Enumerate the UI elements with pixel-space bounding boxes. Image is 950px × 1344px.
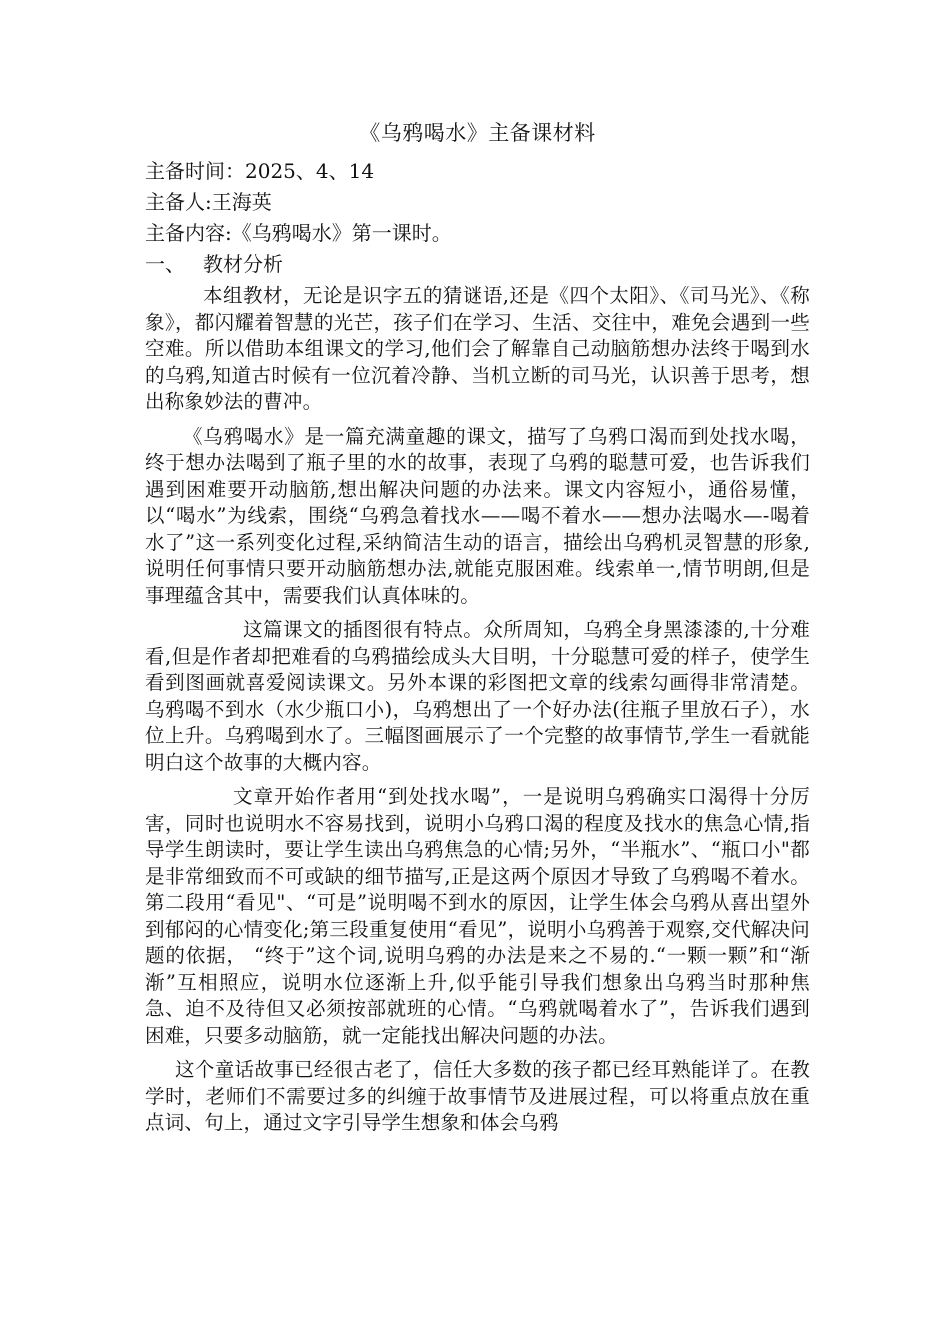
paragraph-unit-overview: 本组教材，无论是识字五的猜谜语,还是《四个太阳》、《司马光》、《称象》，都闪耀着智慧的光芒，孩子们在学习、生活、交往中，难免会遇到一些空难。所以借助本组课文的学习,他们会了解靠自己动脑筋想办法终于喝到水的乌鸦,知道古时候有一位沉着冷静、当机立断的司马光，认识善于思考，想出称象妙法的曹冲。 [145, 284, 810, 413]
prep-time: 主备时间：2025、4、14 [145, 159, 375, 183]
paragraph-illustrations: 这篇课文的插图很有特点。众所周知，乌鸦全身黑漆漆的,十分难看,但是作者却把难看的乌鸦描绘成头大目明，十分聪慧可爱的样子，使学生看到图画就喜爱阅读课文。另外本课的彩图把文章的线索勾画得非常清楚。乌鸦喝不到水（水少瓶口小)，乌鸦想出了一个好办法(往瓶子里放石子），水位上升。乌鸦喝到水了。三幅图画展示了一个完整的故事情节,学生一看就能明白这个故事的大概内容。 [145, 618, 810, 774]
paragraph-word-analysis: 文章开始作者用“到处找水喝”，一是说明乌鸦确实口渴得十分厉害，同时也说明水不容易找到，说明小乌鸦口渴的程度及找水的焦急心情,指导学生朗读时，要让学生读出乌鸦焦急的心情;另外，“半瓶水”、“瓶口小"都是非常细致而不可或缺的细节描写,正是这两个原因才导致了乌鸦喝不着水。第二段用“看见"、“可是”说明喝不到水的原因，让学生体会乌鸦从喜出望外到郁闷的心情变化;第三段重复使用“看见”，说明小乌鸦善于观察,交代解决问题的依据， “终于”这个词,说明乌鸦的办法是来之不易的.“一颗一颗”和“渐渐”互相照应，说明水位逐渐上升,似乎能引导我们想象出乌鸦当时那种焦急、迫不及待但又必须按部就班的心情。“乌鸦就喝着水了”，告诉我们遇到困难，只要多动脑筋，就一定能找出解决问题的办法。 [145, 785, 810, 1047]
prep-person: 主备人:王海英 [145, 190, 272, 214]
section-heading-textbook-analysis [145, 249, 810, 279]
document-title: 《乌鸦喝水》主备课材料 [359, 121, 596, 145]
document-page [145, 118, 810, 1145]
prep-content: 主备内容:《乌鸦喝水》第一课时。 [145, 221, 452, 245]
section-title: 教材分析 [203, 252, 283, 276]
paragraph-text-summary: 《乌鸦喝水》是一篇充满童趣的课文，描写了乌鸦口渴而到处找水喝，终于想办法喝到了瓶子里的水的故事，表现了乌鸦的聪慧可爱，也告诉我们遇到困难要开动脑筋,想出解决问题的办法来。课文内容短小，通俗易懂，以“喝水”为线索，围绕“乌鸦急着找水——喝不着水——想办法喝水—-喝着水了”这一系列变化过程,采纳简洁生动的语言，描绘出乌鸦机灵智慧的形象,说明任何事情只要开动脑筋想办法,就能克服困难。线索单一,情节明朗,但是事理蕴含其中，需要我们认真体味的。 [145, 424, 810, 607]
paragraph-teaching-focus: 这个童话故事已经很古老了，信任大多数的孩子都已经耳熟能详了。在教学时，老师们不需要过多的纠缠于故事情节及进展过程，可以将重点放在重点词、句上，通过文字引导学生想象和体会乌鸦 [145, 1058, 810, 1134]
section-number: 一、 [145, 252, 185, 276]
